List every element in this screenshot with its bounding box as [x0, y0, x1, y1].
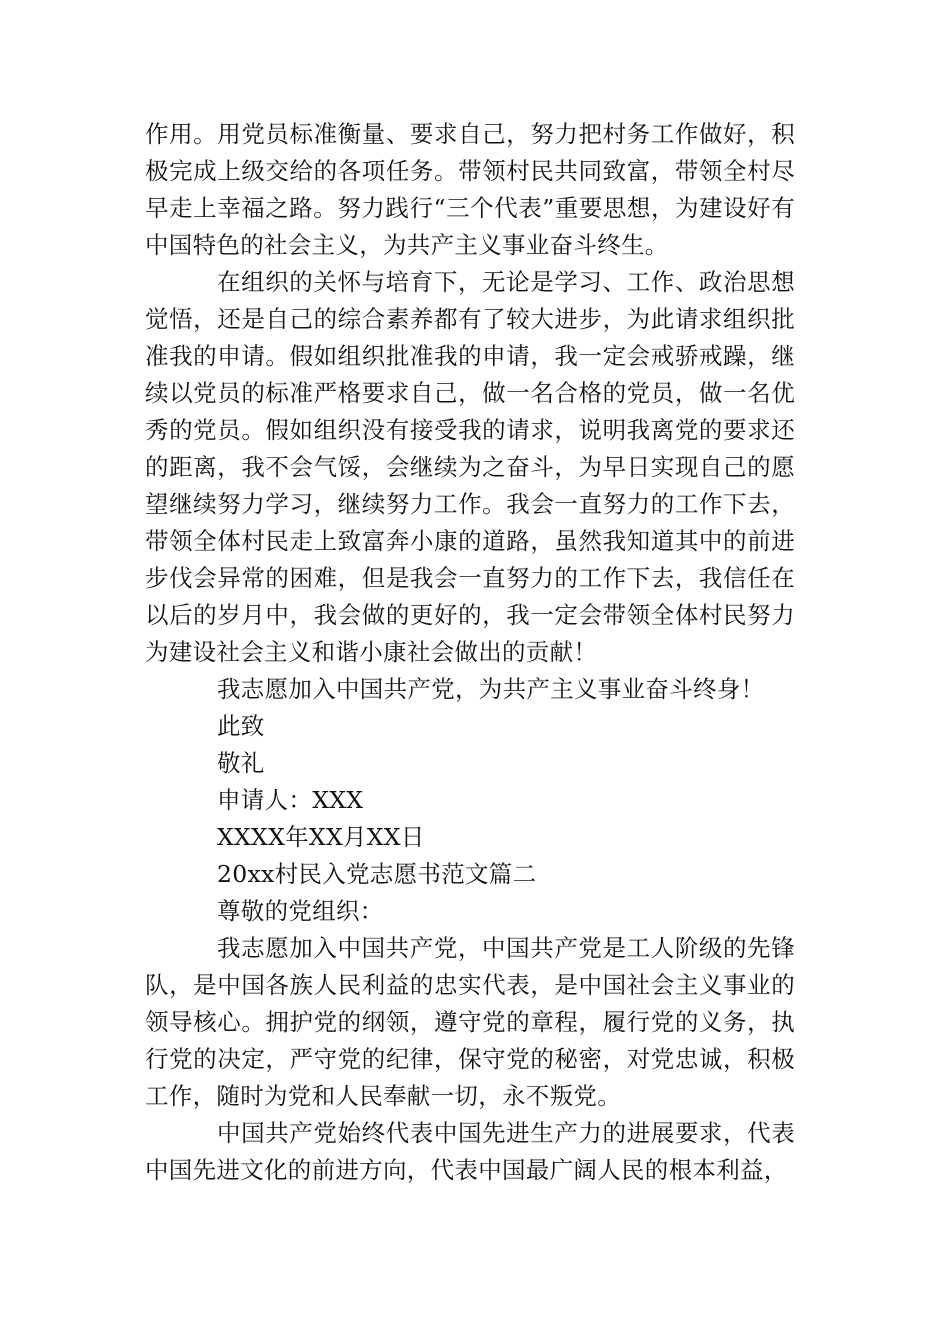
document-body: [145, 116, 795, 1189]
closing-regards: 敬礼: [217, 749, 265, 777]
paragraph-continuation: 作用。用党员标准衡量、要求自己，努力把村务工作做好，积极完成上级交给的各项任务。带领村民共同致富，带领全村尽早走上幸福之路。努力践行“三个代表”重要思想，为建设好有中国特色的社会主义，为共产主义事业奋斗终生。: [145, 120, 795, 259]
applicant-signature: 申请人：XXX: [217, 786, 364, 814]
closing-salutation: 此致: [217, 712, 265, 740]
paragraph-party: 中国共产党始终代表中国先进生产力的进展要求，代表中国先进文化的前进方向，代表中国最广阔人民的根本利益，: [145, 1119, 795, 1184]
pledge-line: 我志愿加入中国共产党，为共产主义事业奋斗终身！: [217, 675, 765, 703]
greeting-line: 尊敬的党组织：: [217, 897, 384, 925]
paragraph-pledge: 我志愿加入中国共产党，中国共产党是工人阶级的先锋队，是中国各族人民利益的忠实代表，是中国社会主义事业的领导核心。拥护党的纲领，遵守党的章程，履行党的义务，执行党的决定，严守党的纪律，保守党的秘密，对党忠诚，积极工作，随时为党和人民奉献一切，永不叛党。: [145, 934, 795, 1110]
paragraph-request: 在组织的关怀与培育下，无论是学习、工作、政治思想觉悟，还是自己的综合素养都有了较大进步，为此请求组织批准我的申请。假如组织批准我的申请，我一定会戒骄戒躁，继续以党员的标准严格要求自己，做一名合格的党员，做一名优秀的党员。假如组织没有接受我的请求，说明我离党的要求还的距离，我不会气馁，会继续为之奋斗，为早日实现自己的愿望继续努力学习，继续努力工作。我会一直努力的工作下去，带领全体村民走上致富奔小康的道路，虽然我知道其中的前进步伐会异常的困难，但是我会一直努力的工作下去，我信任在以后的岁月中，我会做的更好的，我一定会带领全体村民努力为建设社会主义和谐小康社会做出的贡献！: [145, 268, 795, 666]
date-line: XXXX年XX月XX日: [217, 823, 425, 851]
section-heading: 20xx村民入党志愿书范文篇二: [217, 860, 537, 888]
